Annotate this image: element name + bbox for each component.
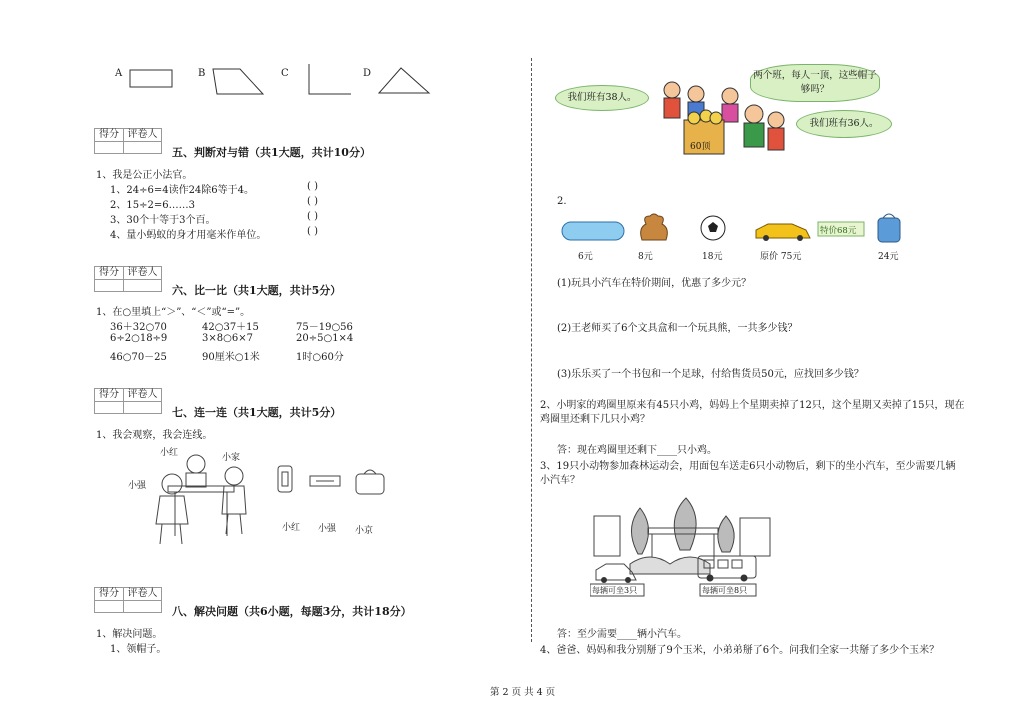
- compare-r3c3: 1时○60分: [296, 352, 344, 363]
- kids-illustration: [650, 72, 795, 164]
- schoolbag-icon: [878, 218, 900, 242]
- price-pencil-case: 6元: [578, 252, 593, 262]
- price-toy-car: 原价 75元: [760, 252, 802, 262]
- price-football: 18元: [702, 252, 723, 262]
- chicken-question-line2: 鸡圈里还剩下几只小鸡？: [540, 414, 650, 425]
- sale-tag: 特价68元: [820, 226, 857, 236]
- products-illustration: [556, 210, 916, 246]
- compare-r2c1: 6÷2○18÷9: [110, 333, 168, 344]
- shape-label-b: B: [198, 68, 206, 79]
- q2-sub3: (3)乐乐买了一个书包和一个足球，付给售货员50元，应找回多少钱？: [557, 369, 864, 380]
- hat-box-label: 60顶: [690, 142, 711, 152]
- pencil-case-icon: [562, 222, 624, 240]
- name-xiaohong-bottom: 小红: [282, 523, 301, 533]
- section8-q1: 1、解决问题。: [96, 629, 163, 640]
- cars-answer: 答：至少需要____辆小汽车。: [557, 629, 687, 640]
- q2-number: 2.: [557, 196, 567, 207]
- section5-q1: 1、我是公正小法官。: [96, 170, 193, 181]
- small-car-label: 每辆可坐3只: [592, 586, 638, 595]
- compare-r1c2: 42○37＋15: [202, 322, 259, 333]
- section5-title: 五、判断对与错（共1大题，共计10分）: [172, 146, 371, 159]
- judge-answer-4[interactable]: ( ): [307, 226, 318, 237]
- teddy-bear-icon: [641, 214, 668, 240]
- q2-sub2: (2)王老师买了6个文具盒和一个玩具熊，一共多少钱？: [557, 323, 798, 334]
- score-box-6: 得分 评卷人: [94, 266, 162, 292]
- score-box-8: 得分 评卷人: [94, 587, 162, 613]
- judge-answer-1[interactable]: ( ): [307, 181, 318, 192]
- geometry-shapes: [125, 60, 445, 102]
- judge-item-1: 1、24÷6=4读作24除6等于4。: [110, 185, 255, 196]
- compare-r2c2: 3×8○6×7: [202, 333, 253, 344]
- right-angle-shape: [309, 64, 351, 94]
- rectangle-shape: [130, 70, 172, 87]
- section6-title: 六、比一比（共1大题，共计5分）: [172, 284, 342, 297]
- shape-label-a: A: [115, 68, 123, 79]
- shape-label-c: C: [281, 68, 289, 79]
- trapezoid-shape: [213, 69, 263, 94]
- section7-q1: 1、我会观察，我会连线。: [96, 430, 213, 441]
- bubble-left: 我们班有38人。: [555, 85, 649, 111]
- page-footer: 第 2 页 共 4 页: [490, 687, 556, 698]
- cars-question-line2: 小汽车？: [540, 475, 580, 486]
- cars-question-line1: 3、19只小动物参加森林运动会，用面包车送走6只小动物后，剩下的坐小汽车，至少需要几辆: [540, 461, 956, 472]
- name-xiaojing-bottom: 小京: [355, 526, 374, 536]
- judge-answer-3[interactable]: ( ): [307, 211, 318, 222]
- q2-sub1: (1)玩具小汽车在特价期间，优惠了多少元？: [557, 278, 752, 289]
- section7-title: 七、连一连（共1大题，共计5分）: [172, 406, 342, 419]
- compare-r3c1: 46○70－25: [110, 352, 167, 363]
- triangle-shape: [379, 68, 429, 93]
- corn-question: 4、爸爸、妈妈和我分别掰了9个玉米，小弟弟掰了6个。问我们全家一共掰了多少个玉米？: [540, 645, 940, 656]
- judge-answer-2[interactable]: ( ): [307, 196, 318, 207]
- judge-item-4: 4、量小蚂蚁的身才用毫米作单位。: [110, 230, 267, 241]
- score-box-7: 得分 评卷人: [94, 388, 162, 414]
- score-box-5: 得分 评卷人: [94, 128, 162, 154]
- bubble-top: 两个班，每人一顶，这些帽子够吗？: [750, 64, 880, 102]
- section8-q1-sub: 1、领帽子。: [110, 644, 167, 655]
- bubble-right: 我们班有36人。: [796, 110, 892, 138]
- section8-title: 八、解决问题（共6小题，每题3分，共计18分）: [172, 605, 412, 618]
- price-teddy-bear: 8元: [638, 252, 653, 262]
- name-xiaohong-top: 小红: [160, 448, 179, 458]
- bus-label: 每辆可坐8只: [702, 586, 748, 595]
- name-xiaoqiang-left: 小强: [128, 481, 147, 491]
- column-divider: [531, 58, 532, 642]
- chicken-question-line1: 2、小明家的鸡圈里原来有45只小鸡，妈妈上个星期卖掉了12只，这个星期又卖掉了15只，现在: [540, 400, 965, 411]
- compare-r1c1: 36＋32○70: [110, 322, 167, 333]
- name-xiaojia-top: 小家: [222, 453, 241, 463]
- compare-r1c3: 75－19○56: [296, 322, 353, 333]
- price-schoolbag: 24元: [878, 252, 899, 262]
- name-xiaoqiang-bottom: 小强: [318, 524, 337, 534]
- shape-label-d: D: [363, 68, 372, 79]
- compare-r3c2: 90厘米○1米: [202, 352, 260, 363]
- judge-item-2: 2、15÷2=6……3: [110, 200, 195, 211]
- section6-q1: 1、在○里填上“＞”、“＜”或“=”。: [96, 307, 251, 318]
- compare-r2c3: 20÷5○1×4: [296, 333, 354, 344]
- judge-item-3: 3、30个十等于3个百。: [110, 215, 216, 226]
- chicken-answer: 答：现在鸡圈里还剩下____只小鸡。: [557, 445, 717, 456]
